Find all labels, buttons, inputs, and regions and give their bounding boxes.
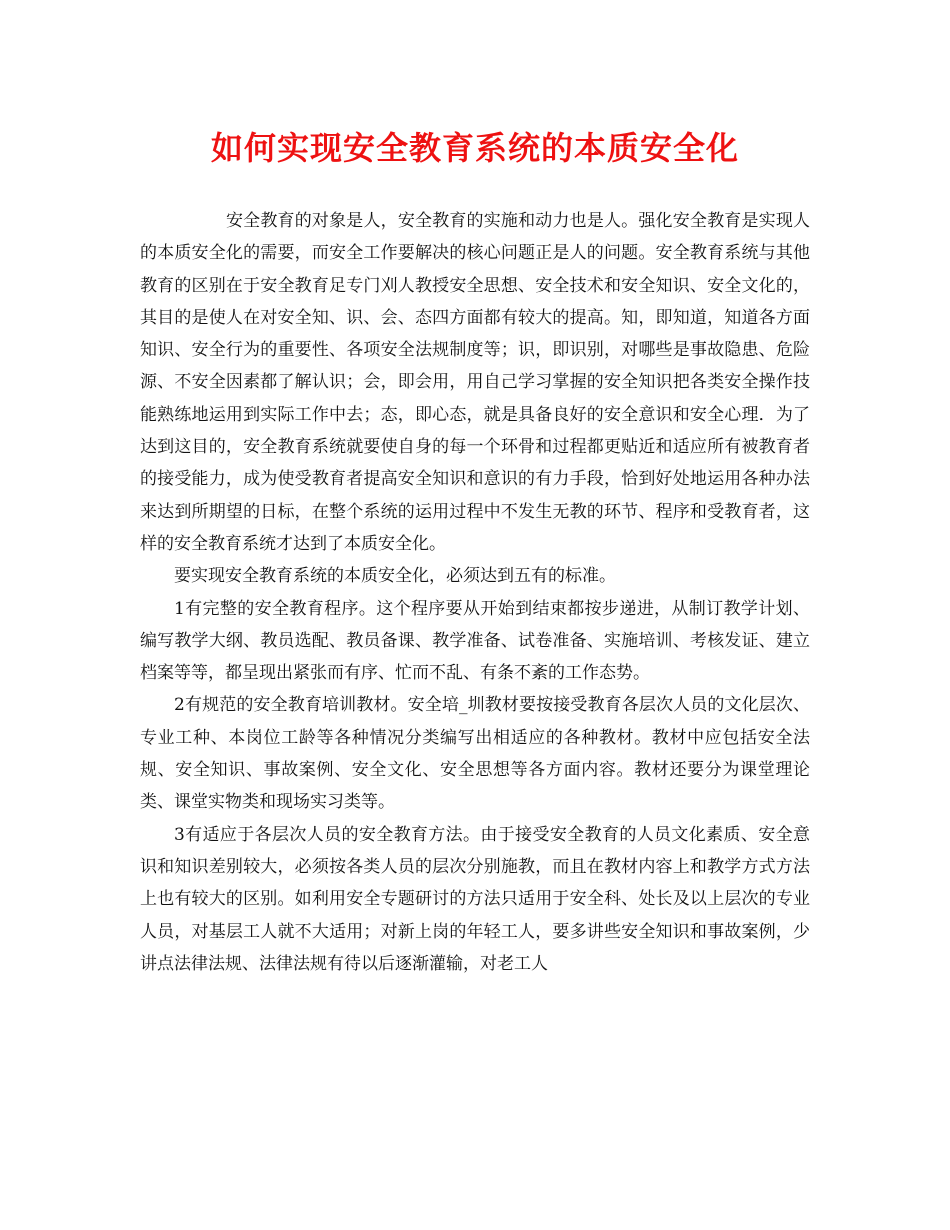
document-title: 如何实现安全教育系统的本质安全化 [210, 129, 739, 167]
paragraph-item-1: 1有完整的安全教育程序。这个程序要从开始到结束都按步递进，从制订教学计划、编写教学大纲、教员选配、教员备课、教学准备、试卷准备、实施培训、考核发证、建立档案等等，都呈现出紧张而有序、忙而不乱、有条不紊的工作态势。 [140, 598, 810, 684]
document-body [140, 205, 810, 980]
paragraph-item-2: 2有规范的安全教育培训教材。安全培_圳教材要按接受教育各层次人员的文化层次、专业工种、本岗位工龄等各种情况分类编写出相适应的各种教材。教材中应包括安全法规、安全知识、事故案例、安全文化、安全思想等各方面内容。教材还要分为课堂理论类、课堂实物类和现场实习类等。 [140, 695, 810, 813]
paragraph-item-3: 3有适应于各层次人员的安全教育方法。由于接受安全教育的人员文化素质、安全意识和知识差别较大，必须按各类人员的层次分别施教，而且在教材内容上和教学方式方法上也有较大的区别。如利用安全专题研讨的方法只适用于安全科、处长及以上层次的专业人员，对基层工人就不大适用；对新上岗的年轻工人，要多讲些安全知识和事故案例，少讲点法律法规、法律法规有待以后逐渐灌输，对老工人 [140, 824, 810, 974]
paragraph-intro: 安全教育的对象是人，安全教育的实施和动力也是人。强化安全教育是实现人的本质安全化的需要，而安全工作要解决的核心问题正是人的问题。安全教育系统与其他教育的区别在于安全教育足专门刈人教授安全思想、安全技术和安全知识、安全文化的，其目的是使人在对安全知、识、会、态四方面都有较大的提高。知，即知道，知道各方面知识、安全行为的重要性、各项安全法规制度等；识，即识别，对哪些是事故隐患、危险源、不安全因素都了解认识；会，即会用，用自己学习掌握的安全知识把各类安全操作技能熟练地运用到实际工作中去；态，即心态，就是具备良好的安全意识和安全心理．为了达到这目的，安全教育系统就要使自身的每一个环骨和过程都更贴近和适应所有被教育者的接受能力，成为使受教育者提高安全知识和意识的有力手段，恰到好处地运用各种办法来达到所期望的日标，在整个系统的运用过程中不发生无教的环节、程序和受教育者，这样的安全教育系统才达到了本质安全化。 [140, 211, 810, 554]
paragraph-five-standards: 要实现安全教育系统的本质安全化，必须达到五有的标准。 [174, 566, 616, 587]
